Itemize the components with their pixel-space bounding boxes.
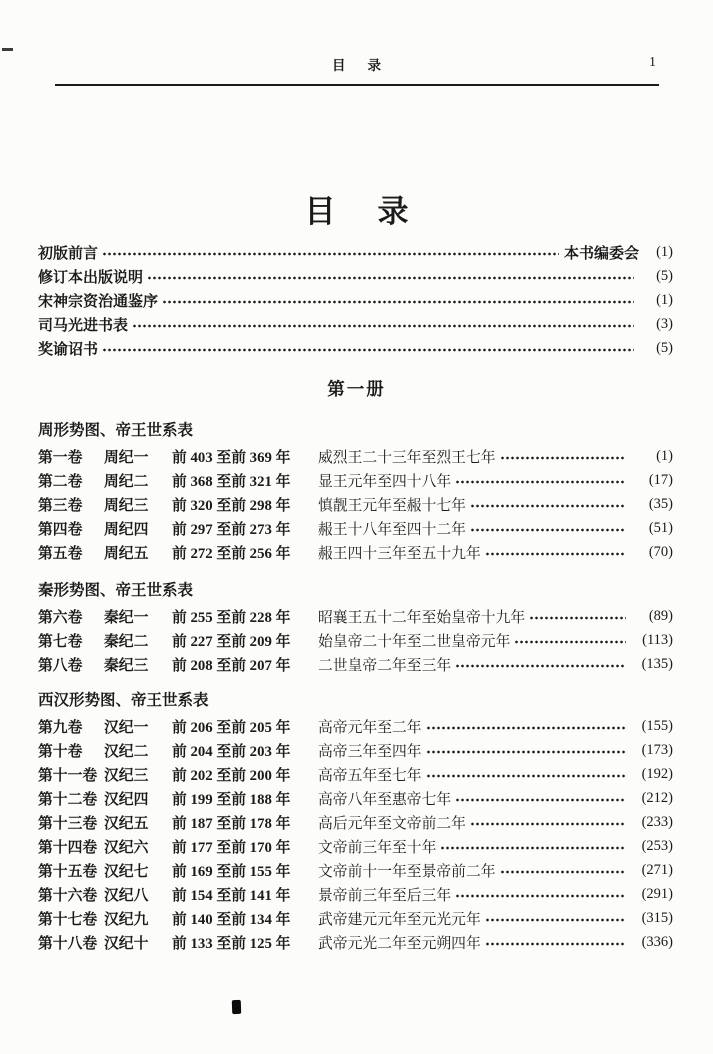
entry-title: 司马光进书表: [38, 317, 129, 334]
dot-leader: [455, 892, 626, 900]
years-label: 前 255 至前 228 年: [172, 609, 291, 626]
page-number: (253): [641, 837, 673, 854]
volume-label: 第一卷: [38, 449, 83, 466]
toc-entry: [38, 738, 673, 762]
volume-label: 第六卷: [38, 609, 83, 626]
reign-range-label: 文帝前三年至十年: [318, 839, 437, 856]
entry-page-number: (1): [656, 291, 673, 308]
toc-entry: [38, 468, 673, 492]
chapter-label: 汉纪二: [104, 743, 149, 760]
volume-label: 第十七卷: [38, 911, 98, 928]
dot-leader: [500, 868, 626, 876]
entry-title: 初版前言: [38, 245, 99, 262]
chapter-label: 汉纪三: [104, 767, 149, 784]
reign-range-label: 高帝五年至七年: [318, 767, 422, 784]
dot-leader: [455, 662, 626, 670]
volume-label: 第七卷: [38, 633, 83, 650]
page-number: (51): [648, 519, 673, 536]
toc-entry: [38, 714, 673, 738]
reign-range-label: 高帝八年至惠帝七年: [318, 791, 452, 808]
toc-entry: [38, 516, 673, 540]
dot-leader: [470, 526, 626, 534]
years-label: 前 199 至前 188 年: [172, 791, 291, 808]
chapter-label: 汉纪四: [104, 791, 149, 808]
toc-entry: [38, 762, 673, 786]
dot-leader: [470, 820, 626, 828]
years-label: 前 227 至前 209 年: [172, 633, 291, 650]
reign-range-label: 赧王四十三年至五十九年: [318, 545, 481, 562]
toc-entry: [38, 882, 673, 906]
chapter-label: 汉纪一: [104, 719, 149, 736]
toc-entry: [38, 492, 673, 516]
years-label: 前 154 至前 141 年: [172, 887, 291, 904]
page-number: (173): [641, 741, 673, 758]
reign-range-label: 高后元年至文帝前二年: [318, 815, 466, 832]
volume-label: 第十卷: [38, 743, 83, 760]
reign-range-label: 昭襄王五十二年至始皇帝十九年: [318, 609, 526, 626]
years-label: 前 177 至前 170 年: [172, 839, 291, 856]
dot-leader: [514, 638, 626, 646]
running-header-char-mu: 目: [332, 58, 346, 73]
dot-leader: [102, 346, 634, 354]
section-qin: [38, 578, 673, 676]
page-number: (271): [641, 861, 673, 878]
entry-author: 本书编委会: [563, 245, 639, 262]
dot-leader: [529, 614, 626, 622]
running-header-title: [55, 54, 658, 74]
front-matter-entry: [38, 240, 673, 264]
chapter-label: 周纪五: [104, 545, 149, 562]
chapter-label: 周纪三: [104, 497, 149, 514]
toc-entry: [38, 652, 673, 676]
toc-entry: [38, 810, 673, 834]
volume-label: 第八卷: [38, 657, 83, 674]
volume-label: 第十五卷: [38, 863, 98, 880]
volume-heading: 第一册: [327, 379, 386, 399]
volume-label: 第十三卷: [38, 815, 98, 832]
years-label: 前 208 至前 207 年: [172, 657, 291, 674]
dot-leader: [132, 322, 634, 330]
dot-leader: [102, 250, 559, 258]
dot-leader: [500, 454, 626, 462]
page-number: (155): [641, 717, 673, 734]
years-label: 前 133 至前 125 年: [172, 935, 291, 952]
entry-title: 修订本出版说明: [38, 269, 144, 286]
entry-page-number: (1): [656, 243, 673, 260]
toc-entry: [38, 786, 673, 810]
volume-label: 第四卷: [38, 521, 83, 538]
section-heading: 西汉形势图、帝王世系表: [38, 692, 209, 709]
dot-leader: [485, 550, 626, 558]
dot-leader: [426, 724, 626, 732]
chapter-label: 汉纪七: [104, 863, 149, 880]
reign-range-label: 武帝元光二年至元朔四年: [318, 935, 481, 952]
chapter-label: 周纪二: [104, 473, 149, 490]
page-number: (212): [641, 789, 673, 806]
reign-range-label: 二世皇帝二年至三年: [318, 657, 452, 674]
page-number: (89): [648, 607, 673, 624]
volume-label: 第十四卷: [38, 839, 98, 856]
front-matter-entry: [38, 288, 673, 312]
chapter-label: 周纪一: [104, 449, 149, 466]
toc-entry: [38, 834, 673, 858]
section-heading: 秦形势图、帝王世系表: [38, 582, 194, 599]
volume-label: 第九卷: [38, 719, 83, 736]
years-label: 前 202 至前 200 年: [172, 767, 291, 784]
scan-artifact-dash: [2, 48, 13, 51]
chapter-label: 秦纪三: [104, 657, 149, 674]
toc-entry: [38, 628, 673, 652]
page-number: (233): [641, 813, 673, 830]
dot-leader: [485, 940, 626, 948]
toc-entry: [38, 444, 673, 468]
toc-entry: [38, 930, 673, 954]
volume-label: 第十六卷: [38, 887, 98, 904]
page-number: (315): [641, 909, 673, 926]
page-number: (135): [641, 655, 673, 672]
entry-page-number: (5): [656, 339, 673, 356]
front-matter-list: [38, 240, 673, 360]
toc-entry: [38, 604, 673, 628]
volume-label: 第十一卷: [38, 767, 98, 784]
dot-leader: [426, 772, 626, 780]
years-label: 前 403 至前 369 年: [172, 449, 291, 466]
page-number: (113): [642, 631, 673, 648]
dot-leader: [147, 274, 634, 282]
section-western-han: [38, 688, 673, 954]
dot-leader: [455, 478, 626, 486]
page-title: [0, 186, 713, 231]
dot-leader: [470, 502, 626, 510]
reign-range-label: 显王元年至四十八年: [318, 473, 452, 490]
page-number: (17): [648, 471, 673, 488]
reign-range-label: 文帝前十一年至景帝前二年: [318, 863, 496, 880]
dot-leader: [426, 748, 626, 756]
page-title-char-lu: 录: [377, 194, 409, 229]
section-heading: 周形势图、帝王世系表: [38, 422, 194, 439]
reign-range-label: 高帝三年至四年: [318, 743, 422, 760]
chapter-label: 汉纪六: [104, 839, 149, 856]
page-number: (291): [641, 885, 673, 902]
dot-leader: [455, 796, 626, 804]
page-number: (70): [648, 543, 673, 560]
chapter-label: 汉纪十: [104, 935, 149, 952]
dot-leader: [162, 298, 634, 306]
years-label: 前 320 至前 298 年: [172, 497, 291, 514]
running-header: [55, 54, 658, 72]
front-matter-entry: [38, 312, 673, 336]
years-label: 前 204 至前 203 年: [172, 743, 291, 760]
front-matter-entry: [38, 264, 673, 288]
entry-title: 奖谕诏书: [38, 341, 99, 358]
page-number: (336): [641, 933, 673, 950]
years-label: 前 297 至前 273 年: [172, 521, 291, 538]
years-label: 前 187 至前 178 年: [172, 815, 291, 832]
volume-label: 第十八卷: [38, 935, 98, 952]
front-matter-entry: [38, 336, 673, 360]
page-number: (192): [641, 765, 673, 782]
reign-range-label: 始皇帝二十年至二世皇帝元年: [318, 633, 511, 650]
page-number: (1): [656, 447, 673, 464]
years-label: 前 140 至前 134 年: [172, 911, 291, 928]
reign-range-label: 威烈王二十三年至烈王七年: [318, 449, 496, 466]
running-header-page-number: 1: [649, 55, 656, 70]
entry-page-number: (5): [656, 267, 673, 284]
volume-label: 第五卷: [38, 545, 83, 562]
reign-range-label: 高帝元年至二年: [318, 719, 422, 736]
toc-entry: [38, 540, 673, 564]
entry-title: 宋神宗资治通鉴序: [38, 293, 159, 310]
volume-label: 第三卷: [38, 497, 83, 514]
toc-entry: [38, 858, 673, 882]
chapter-label: 秦纪二: [104, 633, 149, 650]
dot-leader: [485, 916, 626, 924]
years-label: 前 368 至前 321 年: [172, 473, 291, 490]
years-label: 前 169 至前 155 年: [172, 863, 291, 880]
volume-label: 第十二卷: [38, 791, 98, 808]
scan-artifact-ink-blob: [232, 1000, 241, 1014]
page-title-char-mu: 目: [304, 194, 336, 229]
running-header-char-lu: 录: [367, 58, 381, 73]
toc-entry: [38, 906, 673, 930]
dot-leader: [440, 844, 626, 852]
chapter-label: 汉纪八: [104, 887, 149, 904]
reign-range-label: 景帝前三年至后三年: [318, 887, 452, 904]
page-number: (35): [648, 495, 673, 512]
chapter-label: 汉纪五: [104, 815, 149, 832]
chapter-label: 周纪四: [104, 521, 149, 538]
chapter-label: 秦纪一: [104, 609, 149, 626]
years-label: 前 206 至前 205 年: [172, 719, 291, 736]
header-rule: [55, 84, 659, 86]
years-label: 前 272 至前 256 年: [172, 545, 291, 562]
reign-range-label: 赧王十八年至四十二年: [318, 521, 466, 538]
section-zhou: [38, 418, 673, 564]
chapter-label: 汉纪九: [104, 911, 149, 928]
entry-page-number: (3): [656, 315, 673, 332]
reign-range-label: 慎靓王元年至赧十七年: [318, 497, 466, 514]
reign-range-label: 武帝建元元年至元光元年: [318, 911, 481, 928]
volume-label: 第二卷: [38, 473, 83, 490]
